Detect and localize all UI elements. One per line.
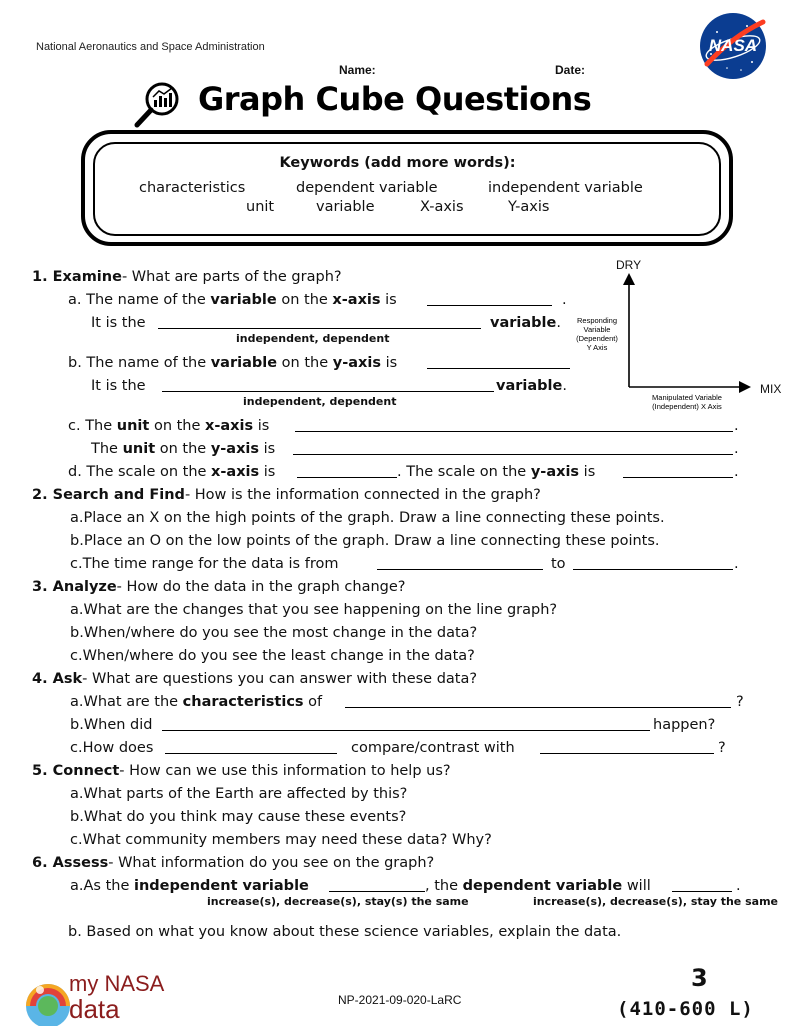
- answer-blank[interactable]: [623, 463, 733, 478]
- question-1a: a. The name of the variable on the x-axis is: [68, 292, 397, 308]
- x-axis-end-label: MIX: [760, 382, 782, 396]
- answer-blank[interactable]: [165, 739, 337, 754]
- page-number: 3: [691, 964, 708, 992]
- y-axis-top-label: DRY: [616, 258, 642, 272]
- answer-blank[interactable]: [540, 739, 714, 754]
- x-axis-note: Manipulated Variable (Independent) X Axis: [652, 393, 722, 411]
- period: .: [734, 441, 739, 457]
- question-3a: a.What are the changes that you see happening on the line graph?: [70, 602, 558, 618]
- section-3-heading: 3. Analyze- How do the data in the graph change?: [32, 579, 406, 595]
- magnifier-chart-icon: [132, 80, 184, 132]
- question-2c: c.The time range for the data is from: [70, 556, 339, 572]
- hint-change-options: increase(s), decrease(s), stay(s) the same: [207, 895, 469, 908]
- question-5c: c.What community members may need these data? Why?: [70, 832, 492, 848]
- section-4-heading: 4. Ask- What are questions you can answer with these data?: [32, 671, 478, 687]
- name-label: Name:: [339, 63, 376, 77]
- hint-independent-dependent: independent, dependent: [243, 395, 397, 408]
- question-1b: b. The name of the variable on the y-axis is: [68, 355, 398, 371]
- y-axis-note: Responding Variable (Dependent) Y Axis: [576, 316, 618, 352]
- question-1c-x: c. The unit on the x-axis is: [68, 418, 270, 434]
- question-4b: b.When did: [70, 717, 153, 733]
- question-1c-y: The unit on the y-axis is: [91, 441, 276, 457]
- question-6b: b. Based on what you know about these science variables, explain the data.: [68, 924, 622, 940]
- question-6a: a.As the independent variable: [70, 878, 309, 894]
- question-4c: c.How does: [70, 740, 154, 756]
- section-2-heading: 2. Search and Find- How is the information connected in the graph?: [32, 487, 541, 503]
- question-1a-type: It is the: [91, 315, 146, 331]
- keyword: independent variable: [488, 180, 643, 196]
- question-1d: d. The scale on the x-axis is: [68, 464, 276, 480]
- answer-blank[interactable]: [672, 877, 732, 892]
- answer-blank[interactable]: [573, 555, 733, 570]
- question-5b: b.What do you think may cause these events?: [70, 809, 407, 825]
- answer-blank[interactable]: [345, 693, 731, 708]
- answer-blank[interactable]: [427, 291, 552, 306]
- answer-blank[interactable]: [293, 440, 733, 455]
- logo-text-my: my NASA: [69, 971, 165, 996]
- logo-text-data: data: [69, 994, 120, 1024]
- question-4a: a.What are the characteristics of: [70, 694, 323, 710]
- my-nasa-data-logo: [22, 966, 192, 1026]
- hint-change-options: increase(s), decrease(s), stay the same: [533, 895, 778, 908]
- nasa-meatball-logo: [697, 10, 769, 82]
- question-1b-type: It is the: [91, 378, 146, 394]
- section-1-heading: 1. Examine- What are parts of the graph?: [32, 269, 342, 285]
- variable-word: variable.: [490, 315, 561, 331]
- question-6a-dependent: , the dependent variable will: [425, 878, 651, 894]
- period: .: [736, 878, 741, 894]
- page-title: Graph Cube Questions: [198, 80, 592, 118]
- question-3b: b.When/where do you see the most change in the data?: [70, 625, 478, 641]
- question-mark: ?: [736, 694, 744, 710]
- answer-blank[interactable]: [427, 354, 570, 369]
- answer-blank[interactable]: [295, 417, 733, 432]
- to-word: to: [551, 556, 566, 572]
- keyword: X-axis: [420, 199, 464, 215]
- variable-word: variable.: [496, 378, 567, 394]
- answer-blank[interactable]: [162, 716, 650, 731]
- section-5-heading: 5. Connect- How can we use this information to help us?: [32, 763, 451, 779]
- keyword: unit: [246, 199, 275, 215]
- question-3c: c.When/where do you see the least change in the data?: [70, 648, 475, 664]
- keyword: dependent variable: [296, 180, 438, 196]
- keywords-title: Keywords (add more words):: [279, 155, 516, 171]
- section-6-heading: 6. Assess- What information do you see on the graph?: [32, 855, 435, 871]
- keyword: Y-axis: [508, 199, 550, 215]
- period: .: [734, 464, 739, 480]
- compare-words: compare/contrast with: [351, 740, 515, 756]
- answer-blank[interactable]: [297, 463, 397, 478]
- answer-blank[interactable]: [158, 314, 481, 329]
- question-2a: a.Place an X on the high points of the graph. Draw a line connecting these points.: [70, 510, 665, 526]
- agency-name: National Aeronautics and Space Administration: [36, 41, 265, 53]
- lexile-level: (410-600 L): [617, 998, 754, 1020]
- question-1d-y: . The scale on the y-axis is: [397, 464, 596, 480]
- period: .: [734, 556, 739, 572]
- question-5a: a.What parts of the Earth are affected by this?: [70, 786, 408, 802]
- answer-blank[interactable]: [377, 555, 543, 570]
- date-label: Date:: [555, 63, 586, 77]
- period: .: [734, 418, 739, 434]
- happen-word: happen?: [653, 717, 716, 733]
- keyword: variable: [316, 199, 375, 215]
- answer-blank[interactable]: [329, 877, 425, 892]
- document-id: NP-2021-09-020-LaRC: [338, 993, 462, 1007]
- question-2b: b.Place an O on the low points of the graph. Draw a line connecting these points.: [70, 533, 660, 549]
- keyword: characteristics: [139, 180, 246, 196]
- hint-independent-dependent: independent, dependent: [236, 332, 390, 345]
- question-mark: ?: [718, 740, 726, 756]
- answer-blank[interactable]: [162, 377, 494, 392]
- nasa-logo-text: NASA: [708, 36, 758, 55]
- period: .: [562, 292, 567, 308]
